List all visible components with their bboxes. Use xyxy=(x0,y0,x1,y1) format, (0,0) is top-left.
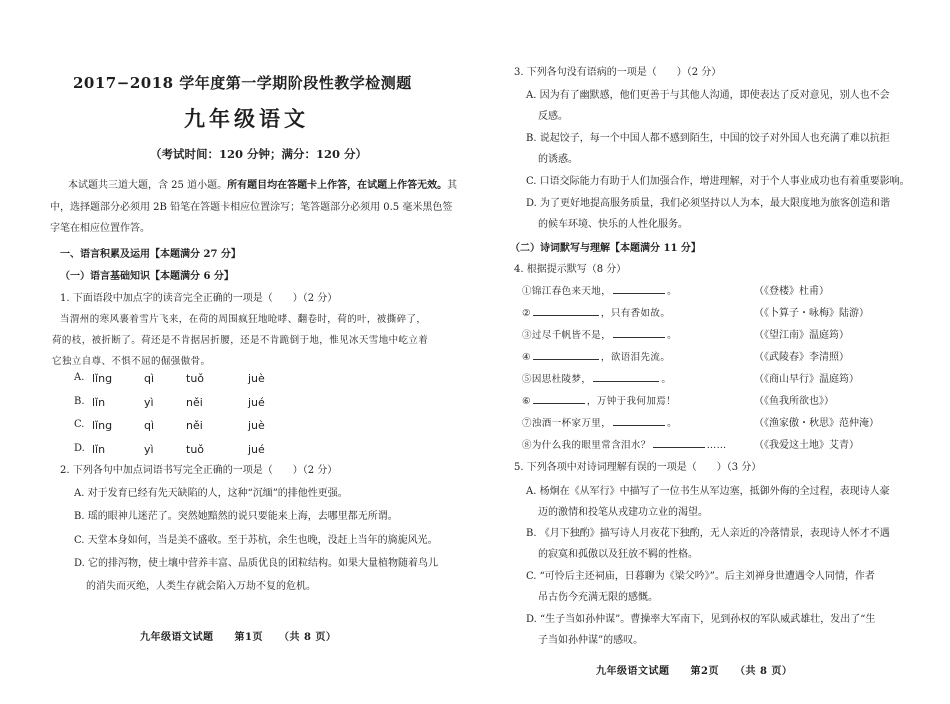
q3-option-b-line-1: B. 说起饺子，每一个中国人都不感到陌生，中国的饺子对外国人也充满了难以抗拒 xyxy=(526,133,890,144)
q5-option-b-line-1: B. 《月下独酌》描写诗人月夜花下独酌，无人亲近的冷落情景，表现诗人怀才不遇 xyxy=(526,528,890,539)
q1-pinyin-2: yì xyxy=(144,443,154,456)
q4-item-text: ⑦浊酒一杯家万里， xyxy=(522,418,612,429)
instructions-part-b: 所有题目均在答题卡上作答，在试题上作答无效。 xyxy=(227,180,448,191)
q4-item-source: （《登楼》杜甫） xyxy=(754,286,829,297)
q2-stem: 2. 下列各句中加点词语书写完全正确的一项是（ ）（2 分） xyxy=(60,465,338,476)
instructions-part-c: 其 xyxy=(447,180,458,191)
q3-option-c: C. 口语交际能力有助于人们加强合作，增进理解，对于个人事业成功也有着重要影响。 xyxy=(526,176,910,187)
q5-option-a-line-1: A. 杨炯在《从军行》中描写了一位书生从军边塞，抵御外侮的全过程，表现诗人豪 xyxy=(526,486,890,497)
q4-item-text: ，只有香如故。 xyxy=(600,308,671,319)
q1-passage-line-1: 当渭州的寒风裹着雪片飞来，在荷的周围疯狂地呛哮、翻卷时，荷的叶，被撕碎了， xyxy=(60,314,427,325)
answer-blank xyxy=(653,436,705,448)
q2-option-c: C. 天堂本身如何，当是美不盛收。至于苏杭，余生也晚，没赶上当年的旖旎风光。 xyxy=(74,535,438,546)
answer-blank xyxy=(533,304,599,316)
q4-item xyxy=(522,282,912,297)
q4-item xyxy=(522,414,912,429)
page-2-footer: 九年级语文试题 第2页 （共 8 页） xyxy=(596,666,793,677)
time-info: （考试时间：120 分钟；满分：120 分） xyxy=(150,147,368,161)
q1-pinyin-4: juè xyxy=(248,419,265,432)
q1-pinyin-2: qì xyxy=(144,372,155,385)
q1-passage-line-2: 荷的枝，被折断了。荷还是不肯据居折腰，还是不肯跪倒于地，惟见冰天雪地中屹立着 xyxy=(52,335,429,346)
q4-item-text: ⑥ xyxy=(522,396,531,407)
answer-blank xyxy=(613,326,665,338)
q3-option-d-line-1: D. 为了更好地提高服务质量，我们必须坚持以人为本，最大限度地为旅客创造和谐 xyxy=(526,198,891,209)
q4-item xyxy=(522,370,912,385)
q3-option-d-line-2: 的候车环境、快乐的人性化服务。 xyxy=(538,219,688,230)
q1-option-letter: B. xyxy=(74,396,85,407)
answer-blank xyxy=(613,414,665,426)
subject-title: 九年级语文 xyxy=(184,106,309,131)
q5-option-d-line-1: D. “生子当如孙仲谋”。曹操率大军南下，见到孙权的军队威武雄壮，发出了“生 xyxy=(526,614,876,625)
q5-option-c-line-1: C. “可怜后主还祠庙，日暮聊为《梁父吟》”。后主刘禅身世遭遇令人同情，作者 xyxy=(526,571,875,582)
q1-pinyin-3: něi xyxy=(186,419,203,432)
q1-pinyin-3: něi xyxy=(186,396,203,409)
q1-pinyin-2: qì xyxy=(144,419,155,432)
page-1-footer: 九年级语文试题 第1页 （共 8 页） xyxy=(140,632,337,643)
q1-pinyin-3: tuǒ xyxy=(186,443,205,456)
q4-item-source: （《鱼我所欲也》） xyxy=(754,396,834,407)
section-1-heading: 一、语言积累及运用【本题满分 27 分】 xyxy=(60,249,241,260)
q4-item xyxy=(522,348,912,363)
q1-option-letter: A. xyxy=(74,372,85,383)
q3-option-a-line-1: A. 因为有了幽默感，他们更善于与其他人沟通，即使表达了反对意见，别人也不会 xyxy=(526,90,890,101)
instructions-line-2: 中，选择题部分必须用 2B 铅笔在答题卡相应位置涂写；笔答题部分必须用 0.5 毫米黑色签 xyxy=(50,202,453,213)
answer-blank xyxy=(533,348,599,360)
q1-pinyin-3: tuǒ xyxy=(186,372,205,385)
q4-item-source: （《望江南》温庭筠） xyxy=(754,330,849,341)
answer-blank xyxy=(613,282,665,294)
q1-pinyin-1: lǐng xyxy=(92,372,113,385)
exam-title: 2017−2018 学年度第一学期阶段性教学检测题 xyxy=(73,74,412,92)
q4-item-text: 。 xyxy=(661,374,672,385)
answer-blank xyxy=(593,370,659,382)
q3-option-b-line-2: 的诱惑。 xyxy=(538,154,578,165)
q4-item xyxy=(522,326,912,341)
q1-passage-line-3: 它独立自尊、不惧不屈的倔强傲骨。 xyxy=(52,356,211,367)
q4-item-source: （《武陵春》李清照） xyxy=(754,352,849,363)
instructions-line-1 xyxy=(68,175,457,196)
q1-pinyin-4: juè xyxy=(248,372,265,385)
q1-option-letter: C. xyxy=(74,419,85,430)
instructions-part-a: 本试题共三道大题，含 25 道小题。 xyxy=(68,180,228,191)
instructions-line-3: 字笔在相应位置作答。 xyxy=(50,223,150,234)
answer-blank xyxy=(533,392,585,404)
q1-pinyin-2: yì xyxy=(144,396,154,409)
q4-stem: 4. 根据提示默写（8 分） xyxy=(514,264,627,275)
q1-pinyin-1: lǐng xyxy=(92,419,113,432)
q4-item-text: ③过尽千帆皆不是， xyxy=(522,330,612,341)
q4-item-source: （《商山早行》温庭筠） xyxy=(754,374,859,385)
q4-item-text: …… xyxy=(706,440,727,451)
q4-item xyxy=(522,392,912,407)
q4-item-text: ①锦江春色来天地， xyxy=(522,286,612,297)
q4-item-source: （《渔家傲・秋思》范仲淹） xyxy=(754,418,879,429)
q4-item-text: ② xyxy=(522,308,531,319)
q5-option-c-line-2: 吊古伤今充满无限的感慨。 xyxy=(538,592,658,603)
q4-item-text: ，万钟于我何加焉！ xyxy=(586,396,677,407)
q4-item-source: （《卜算子・咏梅》陆游） xyxy=(754,308,869,319)
q3-stem: 3. 下列各句没有语病的一项是（ ）（2 分） xyxy=(514,67,722,78)
q4-item-text: 。 xyxy=(667,286,678,297)
subsection-1-heading: （一）语言基础知识【本题满分 6 分】 xyxy=(60,271,234,282)
q5-option-a-line-2: 迈的激情和投笔从戎建功立业的渴望。 xyxy=(538,507,708,518)
q2-option-b: B. 瑶的眼神儿迷茫了。突然她黯然的说只要能来上海，去哪里都无所谓。 xyxy=(74,511,398,522)
q2-option-d-line-1: D. 它的排泻物，使土壤中营养丰富、品质优良的团粒结构。如果大量植物随着鸟儿 xyxy=(74,558,439,569)
q1-pinyin-4: jué xyxy=(248,443,265,456)
q2-option-a: A. 对于发育已经有先天缺陷的人，这种“沉缅”的排他性更强。 xyxy=(74,488,348,499)
q4-item-text: ④ xyxy=(522,352,531,363)
q4-item-text: ，欲语泪先流。 xyxy=(600,352,671,363)
q4-item-text: 。 xyxy=(667,418,678,429)
subsection-2-heading: （二）诗词默写与理解【本题满分 11 分】 xyxy=(510,243,701,254)
q4-item-text: ⑧为什么我的眼里常含泪水？ xyxy=(522,440,651,451)
q1-stem: 1. 下面语段中加点字的读音完全正确的一项是（ ）（2 分） xyxy=(60,293,338,304)
q2-option-d-line-2: 的消失而灭绝，人类生存就会陷入万劫不复的危机。 xyxy=(86,581,316,592)
q4-item xyxy=(522,436,912,451)
q4-item-text: ⑤因思杜陵梦， xyxy=(522,374,592,385)
q4-item-text: 。 xyxy=(667,330,678,341)
q5-stem: 5. 下列各项中对诗词理解有误的一项是（ ）（3 分） xyxy=(514,462,762,473)
q4-item-source: （《我爱这土地》艾青） xyxy=(754,440,859,451)
q1-pinyin-4: jué xyxy=(248,396,265,409)
q1-pinyin-1: lǐn xyxy=(92,443,106,456)
q1-option-letter: D. xyxy=(74,443,85,454)
q4-item xyxy=(522,304,912,319)
q5-option-b-line-2: 的寂寞和孤傲以及狂放不羁的性格。 xyxy=(538,549,698,560)
q3-option-a-line-2: 反感。 xyxy=(538,111,568,122)
q1-pinyin-1: lǐn xyxy=(92,396,106,409)
q5-option-d-line-2: 子当如孙仲谋”的感叹。 xyxy=(538,635,644,646)
